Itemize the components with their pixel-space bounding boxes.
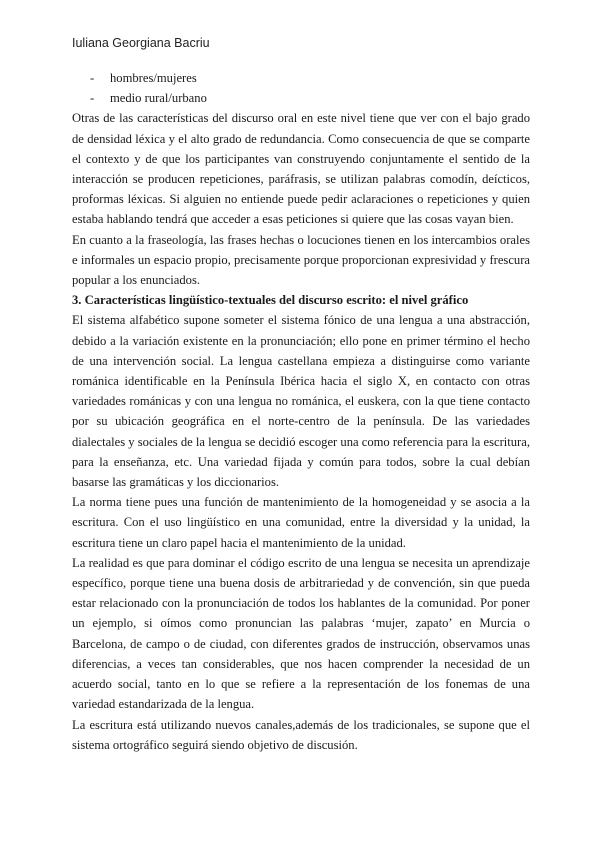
- paragraph: La realidad es que para dominar el código escrito de una lengua se necesita un aprendizaje específico, porque tiene una buena dosis de arbitrariedad y de convención, sin que pueda estar relacionado con la pronunciación de todos los hablantes de la comunidad. Por poner un ejemplo, si oímos como pronuncian las palabras ‘mujer, zapato’ en Murcia o Barcelona, de campo o de ciudad, con diferentes grados de instrucción, observamos unas diferencias, a veces tan considerables, que nos hacen comprender la necesidad de un acuerdo social, tanto en lo que se refiere a la representación de los fonemas de una variedad estandarizada de la lengua.: [72, 555, 530, 712]
- section-heading: 3. Características lingüístico-textuales del discurso escrito: el nivel gráfico: [72, 293, 469, 308]
- paragraph: La escritura está utilizando nuevos canales,además de los tradicionales, se supone que el sistema ortográfico seguirá siendo objetivo de discusión.: [72, 717, 530, 752]
- list-item: [72, 68, 530, 88]
- list-item: [72, 88, 530, 108]
- paragraph: El sistema alfabético supone someter el sistema fónico de una lengua a una abstracción, debido a la variación existente en la pronunciación; ello pone en primer término el hecho de una intervención social. La lengua castellana empieza a distinguirse como variante románica identificable en la Península Ibérica hacia el siglo X, en contacto con otras variedades románicas y con una lengua no románica, el euskera, con la que tiene contacto por su ubicación geográfica en el norte-centro de la península. De las variedades dialectales y sociales de la lengua se decidió escoger una como referencia para la escritura, para la enseñanza, etc. Una variedad fijada y común para todos, sobre la cual debían basarse las gramáticas y los diccionarios.: [72, 313, 530, 490]
- bullet-marker: -: [90, 91, 95, 106]
- list-item-text: medio rural/urbano: [110, 91, 207, 106]
- paragraph: La norma tiene pues una función de mantenimiento de la homogeneidad y se asocia a la escritura. Con el uso lingüístico en una comunidad, entre la diversidad y la unidad, la escritura tiene un claro papel hacia el mantenimiento de la unidad.: [72, 495, 530, 550]
- bullet-marker: -: [90, 71, 95, 85]
- paragraph: En cuanto a la fraseología, las frases hechas o locuciones tienen en los intercambios orales e informales un espacio propio, precisamente porque proporcionan expresividad y frescura popular a los enunciados.: [72, 232, 530, 288]
- document-body: [72, 68, 530, 755]
- list-item-text: hombres/mujeres: [110, 71, 197, 85]
- page-header-author: Iuliana Georgiana Bacriu: [72, 36, 210, 50]
- paragraph: Otras de las características del discurso oral en este nivel tiene que ver con el bajo grado de densidad léxica y el alto grado de redundancia. Como consecuencia de que se comparte el contexto y de que los participantes van construyendo conjuntamente el sentido de la interacción se producen repeticiones, paráfrasis, se utilizan palabras comodín, deícticos, proformas léxicas. Si alguien no entiende puede pedir aclaraciones o repeticiones y quien estaba hablando tendrá que acceder a esas peticiones si quiere que las cosas vayan bien.: [72, 111, 530, 227]
